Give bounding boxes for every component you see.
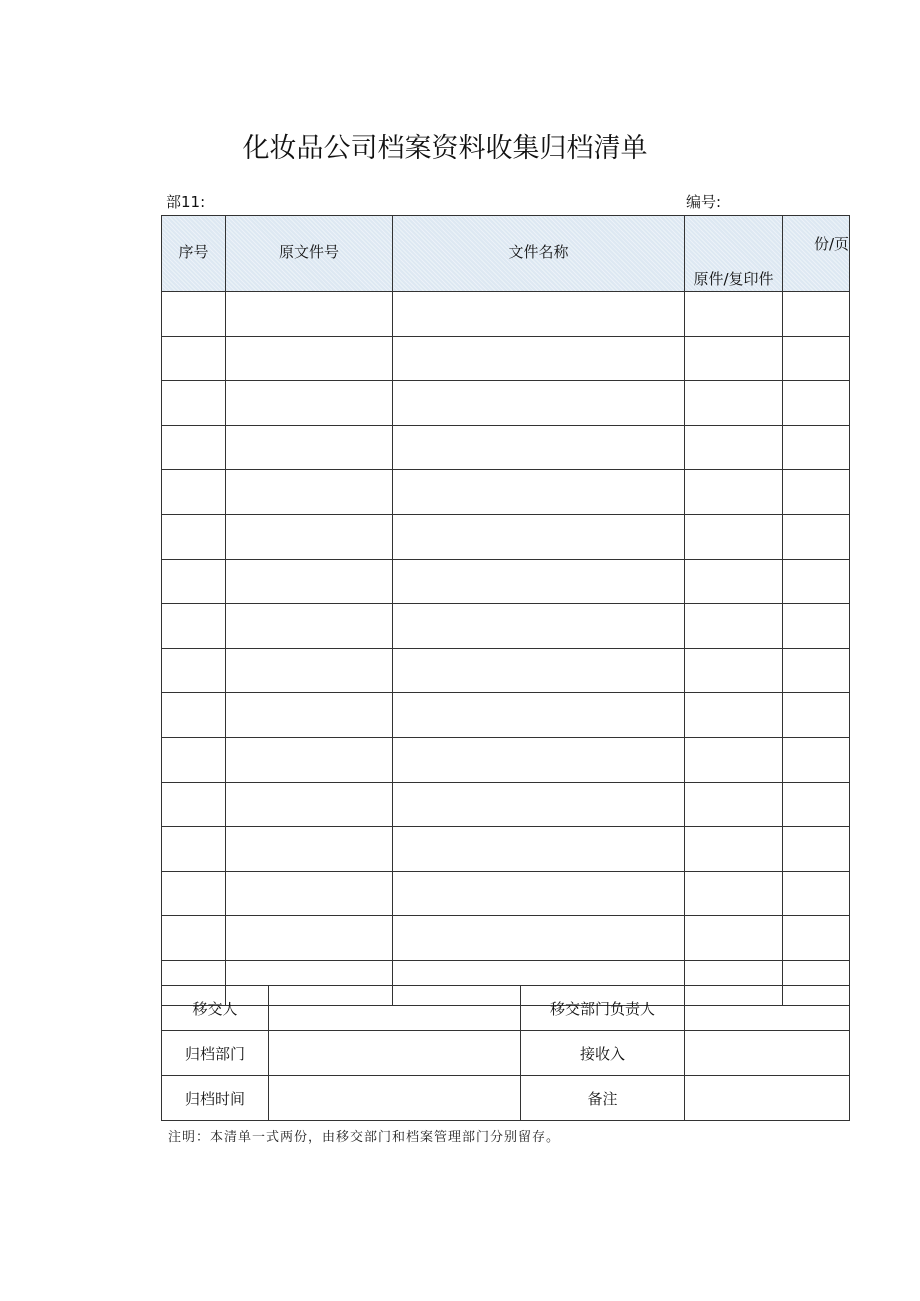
handover-table	[161, 985, 850, 1121]
cell-original-or-copy[interactable]	[685, 514, 783, 559]
cell-original-or-copy[interactable]	[685, 292, 783, 337]
cell-copies-pages[interactable]	[783, 604, 850, 649]
cell-original-or-copy[interactable]	[685, 737, 783, 782]
cell-original-or-copy[interactable]	[685, 470, 783, 515]
cell-seq[interactable]	[162, 916, 226, 961]
cell-seq[interactable]	[162, 336, 226, 381]
header-seq: 序号	[162, 216, 226, 292]
cell-original-file-no[interactable]	[226, 648, 393, 693]
dept-head-field[interactable]	[685, 986, 850, 1031]
cell-file-name[interactable]	[393, 470, 685, 515]
cell-file-name[interactable]	[393, 693, 685, 738]
cell-original-or-copy[interactable]	[685, 425, 783, 470]
cell-seq[interactable]	[162, 693, 226, 738]
header-file-name: 文件名称	[393, 216, 685, 292]
table-row	[162, 648, 850, 693]
table-row	[162, 559, 850, 604]
cell-copies-pages[interactable]	[783, 336, 850, 381]
archive-time-label: 归档时间	[162, 1076, 269, 1121]
cell-file-name[interactable]	[393, 604, 685, 649]
cell-original-file-no[interactable]	[226, 693, 393, 738]
header-copies-pages: 份/页	[783, 216, 850, 292]
table-row	[162, 336, 850, 381]
cell-original-or-copy[interactable]	[685, 693, 783, 738]
cell-original-file-no[interactable]	[226, 827, 393, 872]
cell-copies-pages[interactable]	[783, 916, 850, 961]
cell-file-name[interactable]	[393, 827, 685, 872]
table-row	[162, 604, 850, 649]
cell-original-or-copy[interactable]	[685, 916, 783, 961]
cell-seq[interactable]	[162, 737, 226, 782]
cell-file-name[interactable]	[393, 737, 685, 782]
receiver-field[interactable]	[685, 1031, 850, 1076]
cell-seq[interactable]	[162, 292, 226, 337]
cell-original-file-no[interactable]	[226, 604, 393, 649]
footnote: 注明：本清单一式两份，由移交部门和档案管理部门分别留存。	[168, 1130, 561, 1145]
cell-copies-pages[interactable]	[783, 514, 850, 559]
table-row	[162, 827, 850, 872]
cell-file-name[interactable]	[393, 559, 685, 604]
table-header-row	[162, 216, 850, 292]
archive-list-table	[161, 215, 850, 1006]
cell-original-or-copy[interactable]	[685, 827, 783, 872]
cell-file-name[interactable]	[393, 648, 685, 693]
cell-original-or-copy[interactable]	[685, 381, 783, 426]
header-original-or-copy: 原件/复印件	[685, 216, 783, 292]
cell-original-file-no[interactable]	[226, 871, 393, 916]
cell-original-file-no[interactable]	[226, 559, 393, 604]
table-row	[162, 514, 850, 559]
receiver-label: 接收入	[521, 1031, 685, 1076]
cell-original-file-no[interactable]	[226, 514, 393, 559]
dept-head-label: 移交部门负责人	[521, 986, 685, 1031]
handover-row	[162, 1031, 850, 1076]
cell-file-name[interactable]	[393, 871, 685, 916]
cell-original-file-no[interactable]	[226, 737, 393, 782]
cell-seq[interactable]	[162, 871, 226, 916]
cell-seq[interactable]	[162, 425, 226, 470]
cell-file-name[interactable]	[393, 514, 685, 559]
table-row	[162, 425, 850, 470]
cell-original-or-copy[interactable]	[685, 559, 783, 604]
cell-seq[interactable]	[162, 604, 226, 649]
transferor-field[interactable]	[269, 986, 521, 1031]
cell-seq[interactable]	[162, 470, 226, 515]
cell-original-or-copy[interactable]	[685, 648, 783, 693]
document-title: 化妆品公司档案资料收集归档清单	[242, 133, 648, 164]
archive-time-field[interactable]	[269, 1076, 521, 1121]
table-row	[162, 470, 850, 515]
cell-original-file-no[interactable]	[226, 292, 393, 337]
transferor-label: 移交人	[162, 986, 269, 1031]
archive-dept-field[interactable]	[269, 1031, 521, 1076]
table-row	[162, 916, 850, 961]
cell-copies-pages[interactable]	[783, 782, 850, 827]
cell-original-file-no[interactable]	[226, 425, 393, 470]
cell-original-or-copy[interactable]	[685, 604, 783, 649]
cell-original-file-no[interactable]	[226, 470, 393, 515]
cell-seq[interactable]	[162, 827, 226, 872]
table-row	[162, 381, 850, 426]
cell-file-name[interactable]	[393, 916, 685, 961]
table-row	[162, 871, 850, 916]
cell-file-name[interactable]	[393, 425, 685, 470]
cell-copies-pages[interactable]	[783, 693, 850, 738]
cell-seq[interactable]	[162, 782, 226, 827]
remarks-label: 备注	[521, 1076, 685, 1121]
cell-copies-pages[interactable]	[783, 827, 850, 872]
cell-original-file-no[interactable]	[226, 336, 393, 381]
cell-copies-pages[interactable]	[783, 425, 850, 470]
cell-copies-pages[interactable]	[783, 381, 850, 426]
handover-row	[162, 1076, 850, 1121]
cell-file-name[interactable]	[393, 782, 685, 827]
cell-original-or-copy[interactable]	[685, 336, 783, 381]
table-row	[162, 693, 850, 738]
department-label: 部11:	[166, 193, 206, 211]
cell-original-or-copy[interactable]	[685, 782, 783, 827]
cell-original-file-no[interactable]	[226, 381, 393, 426]
handover-row	[162, 986, 850, 1031]
table-row	[162, 782, 850, 827]
cell-seq[interactable]	[162, 559, 226, 604]
cell-original-file-no[interactable]	[226, 782, 393, 827]
cell-original-file-no[interactable]	[226, 916, 393, 961]
table-row	[162, 737, 850, 782]
cell-original-or-copy[interactable]	[685, 871, 783, 916]
cell-file-name[interactable]	[393, 292, 685, 337]
remarks-field[interactable]	[685, 1076, 850, 1121]
cell-seq[interactable]	[162, 514, 226, 559]
cell-file-name[interactable]	[393, 381, 685, 426]
cell-copies-pages[interactable]	[783, 871, 850, 916]
archive-dept-label: 归档部门	[162, 1031, 269, 1076]
cell-copies-pages[interactable]	[783, 737, 850, 782]
cell-seq[interactable]	[162, 648, 226, 693]
cell-seq[interactable]	[162, 381, 226, 426]
number-label: 编号:	[686, 193, 722, 211]
cell-copies-pages[interactable]	[783, 559, 850, 604]
cell-copies-pages[interactable]	[783, 292, 850, 337]
cell-file-name[interactable]	[393, 336, 685, 381]
cell-copies-pages[interactable]	[783, 470, 850, 515]
cell-copies-pages[interactable]	[783, 648, 850, 693]
table-row	[162, 292, 850, 337]
header-original-file-no: 原文件号	[226, 216, 393, 292]
